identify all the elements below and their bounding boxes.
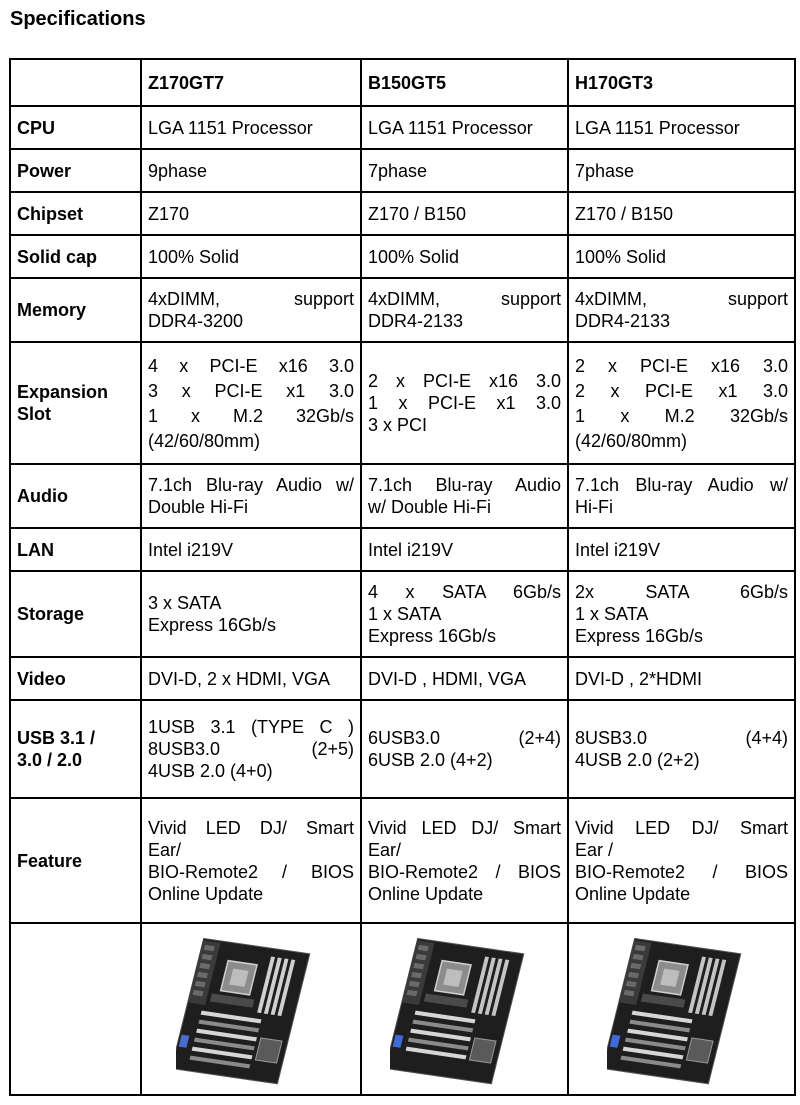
spec-cell bbox=[141, 149, 361, 192]
row-label-cell bbox=[10, 106, 141, 149]
spec-cell bbox=[361, 700, 568, 798]
spec-cell-line: 9phase bbox=[148, 160, 208, 181]
spec-cell bbox=[141, 106, 361, 149]
row-label-line: Slot bbox=[17, 404, 51, 424]
header-model-b150gt5: B150GT5 bbox=[361, 59, 568, 106]
spec-cell-line: 7.1ch Blu-ray Audio w/ bbox=[575, 475, 788, 495]
row-label-cell bbox=[10, 278, 141, 342]
spec-cell-line: 4USB 2.0 (4+0) bbox=[148, 761, 273, 781]
spec-cell bbox=[361, 235, 568, 278]
row-label-cell bbox=[10, 149, 141, 192]
spec-cell-line: Express 16Gb/s bbox=[148, 615, 277, 635]
board-image-cell-b150gt5 bbox=[361, 923, 568, 1095]
spec-row bbox=[10, 192, 795, 235]
spec-cell-line: 8USB3.0 (2+5) bbox=[148, 739, 354, 759]
spec-cell-line: 100% Solid bbox=[148, 246, 240, 267]
spec-cell bbox=[568, 192, 795, 235]
spec-cell bbox=[361, 798, 568, 923]
spec-cell bbox=[361, 528, 568, 571]
spec-cell-line: (42/60/80mm) bbox=[148, 430, 261, 451]
spec-cell-line: LGA 1151 Processor bbox=[368, 117, 533, 138]
spec-cell bbox=[361, 571, 568, 657]
spec-cell-line: DDR4-3200 bbox=[148, 311, 244, 331]
image-row-label-cell bbox=[10, 923, 141, 1095]
spec-cell-line: Z170 / B150 bbox=[368, 203, 467, 224]
row-label-line: Storage bbox=[17, 604, 85, 624]
row-label-cell bbox=[10, 657, 141, 700]
spec-cell-line: Intel i219V bbox=[368, 539, 454, 560]
row-label-line: Video bbox=[17, 668, 66, 689]
spec-cell-line: 7phase bbox=[575, 160, 635, 181]
spec-cell bbox=[568, 106, 795, 149]
spec-cell-line: 3 x PCI bbox=[368, 415, 428, 435]
spec-cell-line: DVI-D , HDMI, VGA bbox=[368, 668, 527, 689]
spec-cell-line: LGA 1151 Processor bbox=[148, 117, 313, 138]
header-corner-cell bbox=[10, 59, 141, 106]
spec-cell-line: 6USB3.0 (2+4) bbox=[368, 728, 561, 748]
spec-cell-line: Ear / bbox=[575, 839, 614, 860]
row-label-line: Chipset bbox=[17, 203, 84, 224]
spec-row bbox=[10, 464, 795, 528]
spec-cell-line: 6USB 2.0 (4+2) bbox=[368, 750, 493, 770]
spec-cell-line: 4USB 2.0 (2+2) bbox=[575, 750, 700, 770]
spec-cell bbox=[361, 342, 568, 464]
row-label-cell bbox=[10, 571, 141, 657]
spec-cell-line: 3 x PCI-E x1 3.0 bbox=[148, 380, 354, 401]
board-z170gt7 bbox=[148, 929, 354, 1089]
spec-cell-line: 100% Solid bbox=[575, 246, 667, 267]
spec-cell bbox=[568, 464, 795, 528]
spec-rows bbox=[10, 106, 795, 923]
spec-cell-line: 1 x M.2 32Gb/s bbox=[575, 405, 788, 426]
spec-cell bbox=[361, 657, 568, 700]
spec-cell bbox=[568, 342, 795, 464]
row-label-line: CPU bbox=[17, 117, 56, 138]
spec-cell bbox=[141, 571, 361, 657]
spec-cell-line: DDR4-2133 bbox=[575, 311, 671, 331]
spec-cell bbox=[568, 235, 795, 278]
spec-row bbox=[10, 657, 795, 700]
spec-cell bbox=[568, 700, 795, 798]
spec-cell-line: Express 16Gb/s bbox=[368, 626, 497, 646]
spec-cell-line: Intel i219V bbox=[148, 539, 234, 560]
spec-cell-line: 4xDIMM, support bbox=[368, 289, 561, 309]
row-label-cell bbox=[10, 342, 141, 464]
spec-row bbox=[10, 528, 795, 571]
spec-row bbox=[10, 235, 795, 278]
spec-cell-line: w/ Double Hi-Fi bbox=[368, 497, 492, 517]
spec-cell bbox=[568, 798, 795, 923]
spec-cell-line: Express 16Gb/s bbox=[575, 626, 704, 646]
spec-cell-line: BIO-Remote2 / BIOS bbox=[575, 861, 788, 882]
spec-cell bbox=[361, 278, 568, 342]
spec-cell-line: DVI-D, 2 x HDMI, VGA bbox=[148, 668, 331, 689]
spec-cell-line: Intel i219V bbox=[575, 539, 661, 560]
spec-cell bbox=[141, 657, 361, 700]
spec-cell-line: LGA 1151 Processor bbox=[575, 117, 740, 138]
row-label-line: 3.0 / 2.0 bbox=[17, 750, 83, 770]
spec-cell-line: Online Update bbox=[148, 883, 264, 904]
spec-cell-line: 4xDIMM, support bbox=[148, 289, 354, 309]
spec-cell-line: DDR4-2133 bbox=[368, 311, 464, 331]
spec-cell-line: Online Update bbox=[368, 883, 484, 904]
spec-cell-line: Double Hi-Fi bbox=[148, 497, 249, 517]
row-label-cell bbox=[10, 464, 141, 528]
spec-row bbox=[10, 106, 795, 149]
spec-cell bbox=[141, 798, 361, 923]
spec-cell-line: Vivid LED DJ/ Smart bbox=[148, 817, 354, 838]
spec-cell bbox=[361, 106, 568, 149]
spec-row bbox=[10, 571, 795, 657]
header-row bbox=[10, 59, 795, 106]
board-b150gt5 bbox=[368, 929, 561, 1089]
spec-cell bbox=[141, 278, 361, 342]
spec-cell-line: 2 x PCI-E x16 3.0 bbox=[575, 355, 788, 376]
spec-cell bbox=[141, 235, 361, 278]
spec-cell-line: 8USB3.0 (4+4) bbox=[575, 728, 788, 748]
spec-cell-line: 100% Solid bbox=[368, 246, 460, 267]
row-label-line: Power bbox=[17, 160, 72, 181]
row-label-cell bbox=[10, 798, 141, 923]
row-label-line: Expansion bbox=[17, 382, 109, 402]
spec-cell-line: 1 x M.2 32Gb/s bbox=[148, 405, 354, 426]
spec-cell-line: 2 x PCI-E x16 3.0 bbox=[368, 371, 561, 391]
spec-cell-line: 1 x SATA bbox=[575, 604, 649, 624]
spec-cell-line: 4 x SATA 6Gb/s bbox=[368, 582, 561, 602]
spec-cell bbox=[568, 657, 795, 700]
spec-cell-line: 3 x SATA bbox=[148, 593, 222, 613]
spec-cell-line: Vivid LED DJ/ Smart bbox=[368, 817, 561, 838]
spec-cell-line: 1 x PCI-E x1 3.0 bbox=[368, 393, 561, 413]
board-image-cell-h170gt3 bbox=[568, 923, 795, 1095]
motherboard-image bbox=[607, 929, 757, 1089]
spec-cell-line: Z170 / B150 bbox=[575, 203, 674, 224]
spec-cell-line: 1 x SATA bbox=[368, 604, 442, 624]
board-pcb bbox=[176, 938, 310, 1083]
spec-row bbox=[10, 149, 795, 192]
row-label-line: Feature bbox=[17, 850, 83, 871]
spec-cell-line: Hi-Fi bbox=[575, 497, 613, 517]
row-label-line: LAN bbox=[17, 539, 54, 560]
spec-cell bbox=[361, 464, 568, 528]
spec-cell-line: 4 x PCI-E x16 3.0 bbox=[148, 355, 354, 376]
spec-table bbox=[9, 58, 796, 1096]
board-pcb bbox=[390, 938, 524, 1083]
spec-cell-line: (42/60/80mm) bbox=[575, 430, 688, 451]
row-label-cell bbox=[10, 192, 141, 235]
row-label-cell bbox=[10, 528, 141, 571]
spec-row bbox=[10, 342, 795, 464]
row-label-line: Solid cap bbox=[17, 246, 98, 267]
board-image-cell-z170gt7 bbox=[141, 923, 361, 1095]
spec-row bbox=[10, 798, 795, 923]
header-model-h170gt3: H170GT3 bbox=[568, 59, 795, 106]
spec-cell bbox=[141, 342, 361, 464]
row-label-line: USB 3.1 / bbox=[17, 728, 96, 748]
board-h170gt3 bbox=[575, 929, 788, 1089]
spec-cell-line: 7phase bbox=[368, 160, 428, 181]
spec-cell bbox=[141, 528, 361, 571]
motherboard-image bbox=[390, 929, 540, 1089]
row-label-cell bbox=[10, 235, 141, 278]
motherboard-image bbox=[176, 929, 326, 1089]
row-label-line: Memory bbox=[17, 300, 87, 320]
spec-cell-line: 7.1ch Blu-ray Audio w/ bbox=[148, 475, 354, 495]
spec-cell-line: Vivid LED DJ/ Smart bbox=[575, 817, 788, 838]
spec-cell bbox=[568, 528, 795, 571]
spec-cell bbox=[361, 192, 568, 235]
spec-cell-line: Ear/ bbox=[148, 839, 182, 860]
board-pcb bbox=[607, 938, 741, 1083]
spec-cell bbox=[568, 278, 795, 342]
spec-cell bbox=[141, 700, 361, 798]
spec-cell-line: BIO-Remote2 / BIOS bbox=[368, 861, 561, 882]
spec-cell bbox=[568, 571, 795, 657]
row-label-cell bbox=[10, 700, 141, 798]
spec-cell-line: BIO-Remote2 / BIOS bbox=[148, 861, 354, 882]
spec-cell bbox=[141, 192, 361, 235]
spec-cell-line: 2 x PCI-E x1 3.0 bbox=[575, 380, 788, 401]
spec-cell-line: 2x SATA 6Gb/s bbox=[575, 582, 788, 602]
spec-row bbox=[10, 278, 795, 342]
spec-cell-line: Ear/ bbox=[368, 839, 402, 860]
image-row bbox=[10, 923, 795, 1095]
header-model-z170gt7: Z170GT7 bbox=[141, 59, 361, 106]
page-title: Specifications bbox=[10, 8, 146, 30]
spec-cell-line: Online Update bbox=[575, 883, 691, 904]
spec-cell-line: 7.1ch Blu-ray Audio bbox=[368, 475, 561, 495]
spec-row bbox=[10, 700, 795, 798]
spec-cell-line: Z170 bbox=[148, 203, 190, 224]
spec-cell bbox=[361, 149, 568, 192]
spec-cell bbox=[568, 149, 795, 192]
spec-cell-line: 4xDIMM, support bbox=[575, 289, 788, 309]
spec-cell bbox=[141, 464, 361, 528]
row-label-line: Audio bbox=[17, 486, 68, 506]
spec-cell-line: 1USB 3.1 (TYPE C ) bbox=[148, 717, 354, 737]
spec-cell-line: DVI-D , 2*HDMI bbox=[575, 668, 703, 689]
